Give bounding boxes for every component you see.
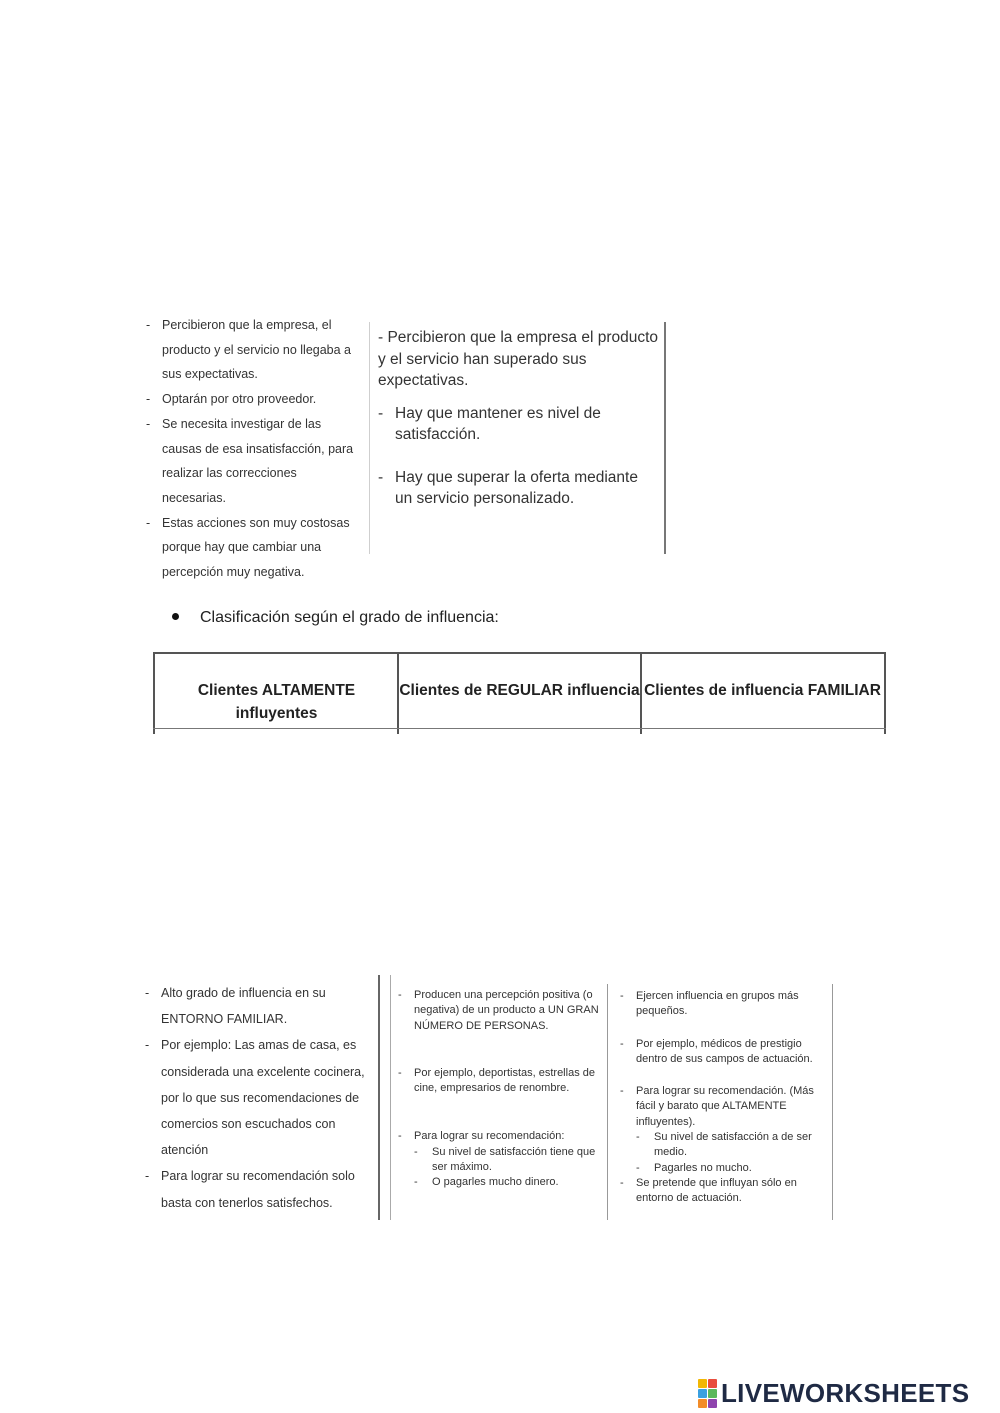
logo-swatch	[698, 1379, 707, 1388]
list-item: - Por ejemplo: Las amas de casa, es considerada una excelente cocinera, por lo que sus recomendaciones de comercios son escuchados con atención	[145, 1032, 375, 1163]
section-heading-text: Clasificación según el grado de influencia:	[200, 609, 499, 626]
list-item-text: Para lograr su recomendación:	[414, 1130, 565, 1143]
sub-list-item: - Su nivel de satisfacción tiene que ser máximo.	[414, 1145, 603, 1176]
list-item: - Se pretende que influyan sólo en entorno de actuación.	[620, 1176, 830, 1207]
logo-swatch	[708, 1389, 717, 1398]
bullet-icon	[172, 613, 179, 620]
sub-list-item: - O pagarles mucho dinero.	[414, 1175, 603, 1190]
list-item: - Percibieron que la empresa, el producto y el servicio no llegaba a sus expectativas.	[146, 313, 360, 387]
influence-table	[153, 652, 886, 734]
satisfied-clients-list	[378, 327, 658, 531]
table-header-cell: Clientes de influencia FAMILIAR	[644, 682, 881, 699]
list-item	[398, 1129, 603, 1190]
column-divider	[607, 984, 608, 1220]
logo-mark-icon	[698, 1379, 717, 1408]
column-divider	[832, 984, 833, 1220]
list-item: - Hay que superar la oferta mediante un servicio personalizado.	[378, 467, 658, 510]
column-divider	[369, 322, 370, 554]
column-divider	[390, 975, 391, 1220]
list-item: - Ejercen influencia en grupos más pequeños.	[620, 989, 830, 1020]
list-item: - Optarán por otro proveedor.	[146, 387, 360, 412]
high-influence-list	[398, 988, 603, 1191]
list-item: - Para lograr su recomendación solo basta con tenerlos satisfechos.	[145, 1163, 375, 1215]
list-item: - Por ejemplo, médicos de prestigio dentro de sus campos de actuación.	[620, 1037, 830, 1068]
familiar-influence-list	[145, 980, 375, 1216]
logo-swatch	[708, 1379, 717, 1388]
list-item-text: Para lograr su recomendación. (Más fácil y barato que ALTAMENTE influyentes).	[636, 1085, 814, 1128]
section-heading	[172, 609, 499, 627]
list-item: - Se necesita investigar de las causas de esa insatisfacción, para realizar las correcciones necesarias.	[146, 412, 360, 511]
list-item	[620, 1084, 830, 1176]
table-rule	[153, 652, 886, 654]
list-item: - Producen una percepción positiva (o negativa) de un producto a UN GRAN NÚMERO DE PERSONAS.	[398, 988, 603, 1034]
logo-swatch	[708, 1399, 717, 1408]
list-item: - Estas acciones son muy costosas porque hay que cambiar una percepción muy negativa.	[146, 511, 360, 585]
regular-influence-list	[620, 989, 830, 1207]
table-header-cell: Clientes ALTAMENTE influyentes	[197, 682, 356, 722]
table-rule	[884, 652, 886, 734]
sub-list-item: - Pagarles no mucho.	[636, 1161, 830, 1176]
table-header-cell: Clientes de REGULAR influencia	[399, 682, 640, 699]
table-rule	[641, 728, 886, 729]
sub-list-item: - Su nivel de satisfacción a de ser medio.	[636, 1130, 830, 1161]
list-item: - Alto grado de influencia en su ENTORNO FAMILIAR.	[145, 980, 375, 1032]
list-item: - Hay que mantener es nivel de satisfacción.	[378, 403, 658, 446]
column-divider	[378, 975, 380, 1220]
table-rule	[153, 728, 398, 729]
logo-swatch	[698, 1389, 707, 1398]
liveworksheets-logo	[698, 1378, 969, 1408]
list-lead: - Percibieron que la empresa el producto y el servicio han superado sus expectativas.	[378, 329, 659, 389]
table-rule	[398, 728, 641, 729]
column-divider	[664, 322, 666, 554]
list-item: - Por ejemplo, deportistas, estrellas de cine, empresarios de renombre.	[398, 1066, 603, 1097]
dissatisfied-clients-list	[146, 313, 360, 585]
logo-text: LIVEWORKSHEETS	[721, 1377, 970, 1408]
logo-swatch	[698, 1399, 707, 1408]
